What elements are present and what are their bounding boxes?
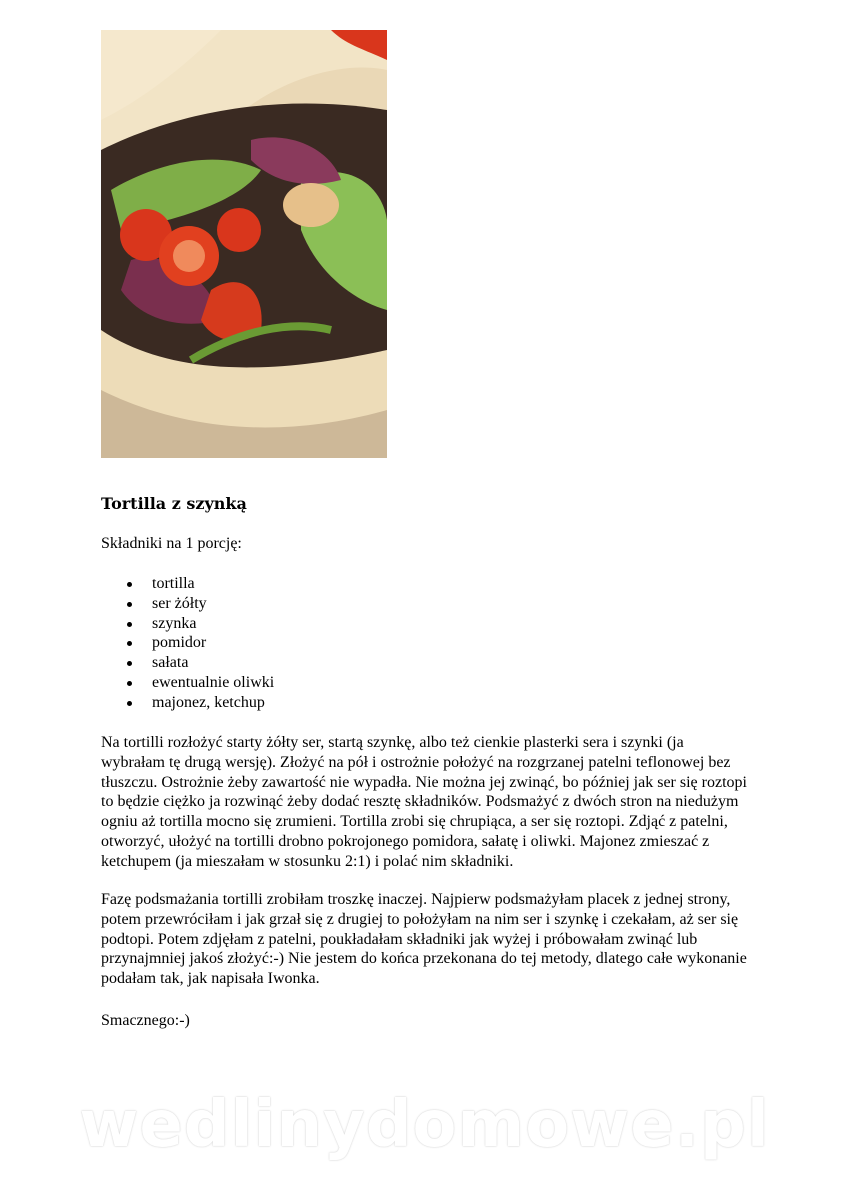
tortilla-photo: [101, 30, 387, 458]
ingredient-item: majonez, ketchup: [101, 693, 274, 713]
instructions-paragraph: Na tortilli rozłożyć starty żółty ser, startą szynkę, albo też cienkie plasterki sera i szynki (ja wybrałam tę drugą wersję). Złożyć na pół i ostrożnie położyć na rozgrzanej patelni teflonowej bez tłuszczu. Ostrożnie żeby zawartość nie wypadła. Nie można jej zwinąć, bo później jak ser się roztopi to będzie ciężko ja rozwinąć żeby dodać resztę składników. Podsmażyć z dwóch stron na niedużym ogniu aż tortilla mocno się zrumieni. Tortilla zrobi się chrupiąca, a ser się roztopi. Zdjąć z patelni, otworzyć, ułożyć na tortilli drobno pokrojonego pomidora, sałatę i oliwki. Majonez zmieszać z ketchupem (ja mieszałam w stosunku 2:1) i polać nim składniki.: [101, 734, 747, 870]
closing-line: Smacznego:-): [101, 1012, 190, 1029]
ingredient-item: ewentualnie oliwki: [101, 673, 274, 693]
ingredient-item: pomidor: [101, 633, 274, 653]
notes-paragraph: Fazę podsmażania tortilli zrobiłam troszkę inaczej. Najpierw podsmażyłam placek z jednej strony, potem przewróciłam i jak grzał się z drugiej to położyłam na nim ser i szynkę i czekałam, aż ser się podtopi. Potem zdjęłam z patelni, poukładałam składniki jak wyżej i próbowałam zwinąć lub przynajmniej jakoś złożyć:-) Nie jestem do końca przekonana do tej metody, dlatego całe wykonanie podałam tak, jak napisała Iwonka.: [101, 891, 747, 988]
ingredient-item: ser żółty: [101, 594, 274, 614]
watermark: wedlinydomowe.pl: [79, 1088, 770, 1162]
ingredients-list: [101, 574, 274, 713]
tortilla-illustration: [101, 30, 387, 458]
ingredient-item: tortilla: [101, 574, 274, 594]
ingredients-heading: Składniki na 1 porcję:: [101, 535, 242, 552]
ingredient-item: szynka: [101, 614, 274, 634]
recipe-title: Tortilla z szynką: [101, 494, 247, 513]
ingredient-item: sałata: [101, 653, 274, 673]
